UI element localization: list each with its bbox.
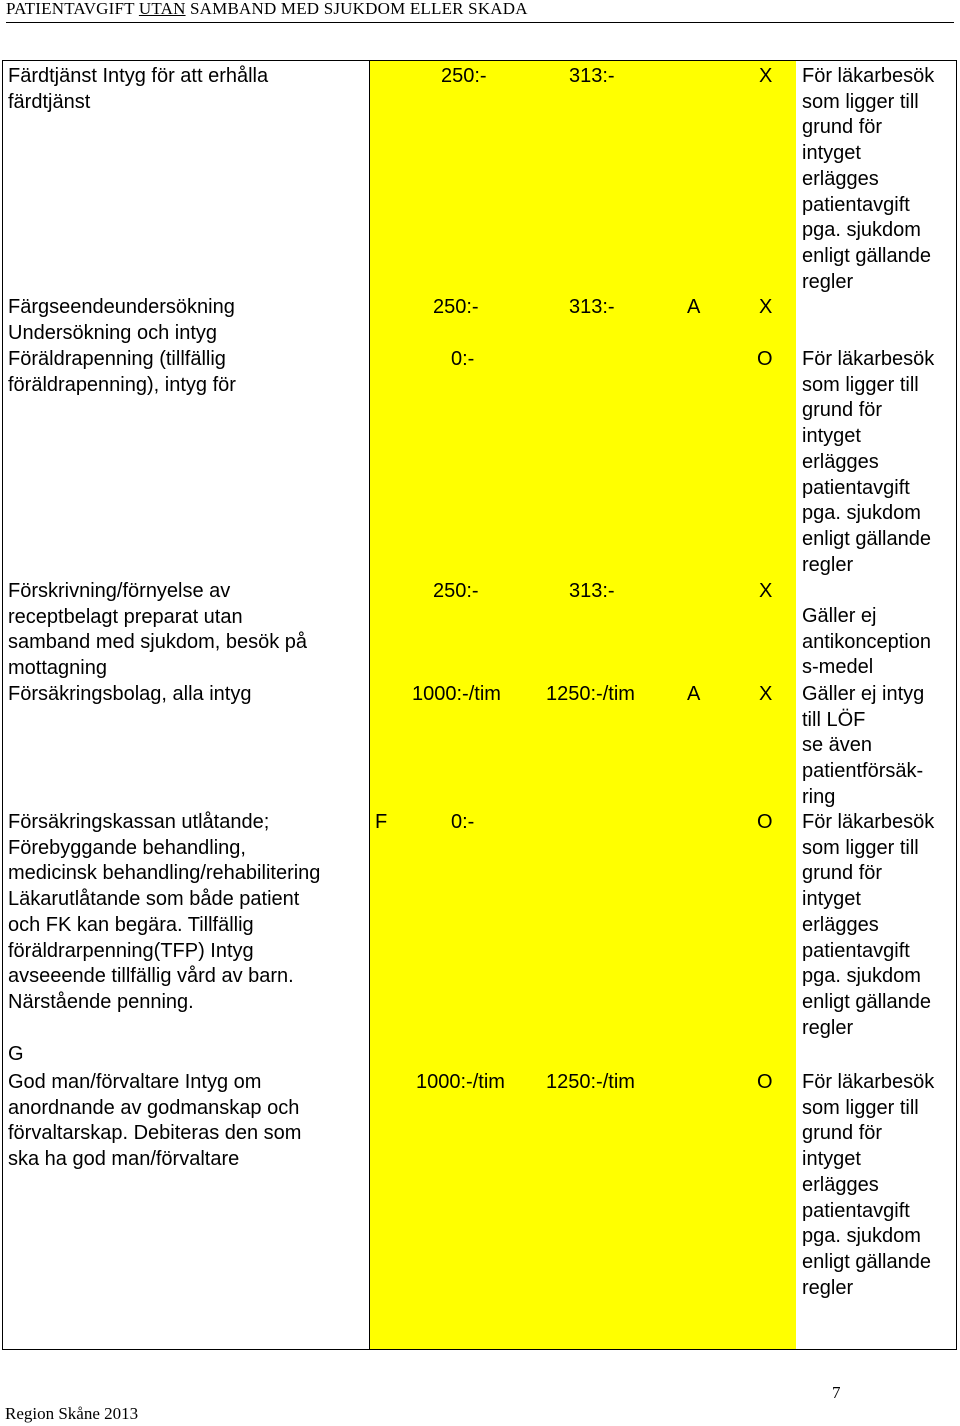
row-price-base-farrdtjanst: 250:- [441, 65, 487, 87]
row-code-forsakringskassan: O [757, 811, 773, 833]
row-price-base-forskrivning: 250:- [433, 580, 479, 602]
row-price-base-foraldrapenning: 0:- [451, 348, 475, 370]
row-code-f-forsakringskassan: F [375, 811, 388, 833]
row-code-foraldrapenning: O [757, 348, 773, 370]
row-price-base-forsakringskassan: 0:- [451, 811, 475, 833]
row-note-forskrivning: Gäller ej antikonception s-medel [802, 605, 931, 679]
row-price-base-fargseende: 250:- [433, 296, 479, 318]
row-price-incl-fargseende: 313:- [569, 296, 615, 318]
row-note-forsakringskassan: För läkarbesök som ligger till grund för intyget erlägges patientavgift pga. sjukdom enligt gällande regler [802, 811, 935, 1039]
row-note-god-man: För läkarbesök som ligger till grund för intyget erlägges patientavgift pga. sjukdom enligt gällande regler [802, 1071, 935, 1299]
row-price-base-god-man: 1000:-/tim [416, 1071, 505, 1093]
row-code-god-man: O [757, 1071, 773, 1093]
row-description-farrdtjanst: Färdtjänst Intyg för att erhålla färdtjänst [8, 65, 269, 113]
row-description-god-man: God man/förvaltare Intyg om anordnande av godmanskap och förvaltarskap. Debiteras den som ska ha god man/förvaltare [8, 1071, 302, 1171]
row-price-incl-farrdtjanst: 313:- [569, 65, 615, 87]
row-code-a-forsakringsbolag: A [687, 683, 701, 705]
section-letter-g: G [8, 1043, 24, 1065]
page-header [6, 0, 954, 23]
page-number: 7 [832, 1383, 841, 1402]
row-price-base-forsakringsbolag: 1000:-/tim [412, 683, 501, 705]
row-price-incl-forsakringsbolag: 1250:-/tim [546, 683, 635, 705]
row-code-a-fargseende: A [687, 296, 701, 318]
header-part-1: PATIENTAVGIFT [6, 0, 139, 18]
row-description-forsakringskassan: Försäkringskassan utlåtande; Förebyggande behandling, medicinsk behandling/rehabilitering Läkarutlåtande som både patient och FK kan begära. Tillfällig föräldrarpenning(TFP) Intyg avseeende tillfällig vård av barn. Närstående penning. [8, 811, 321, 1013]
row-code-farrdtjanst: X [759, 65, 773, 87]
table-column-divider [369, 60, 370, 1350]
row-description-foraldrapenning: Föräldrapenning (tillfällig föräldrapenning), intyg för [8, 348, 236, 396]
row-code-forskrivning: X [759, 580, 773, 602]
row-note-farrdtjanst: För läkarbesök som ligger till grund för intyget erlägges patientavgift pga. sjukdom enligt gällande regler [802, 65, 935, 293]
footer-organization: Region Skåne 2013 [5, 1404, 139, 1423]
row-description-fargseende: Färgseendeundersökning Undersökning och intyg [8, 296, 235, 344]
row-note-foraldrapenning: För läkarbesök som ligger till grund för intyget erlägges patientavgift pga. sjukdom enligt gällande regler [802, 348, 935, 576]
row-description-forskrivning: Förskrivning/förnyelse av receptbelagt preparat utan samband med sjukdom, besök på mottagning [8, 580, 308, 680]
row-code-fargseende: X [759, 296, 773, 318]
row-note-forsakringsbolag: Gäller ej intyg till LÖF se även patientförsäk- ring [802, 683, 925, 808]
row-code-forsakringsbolag: X [759, 683, 773, 705]
row-price-incl-forskrivning: 313:- [569, 580, 615, 602]
row-description-forsakringsbolag: Försäkringsbolag, alla intyg [8, 683, 252, 705]
row-price-incl-god-man: 1250:-/tim [546, 1071, 635, 1093]
header-part-3: SAMBAND MED SJUKDOM ELLER SKADA [185, 0, 528, 18]
header-part-2: UTAN [138, 0, 186, 18]
